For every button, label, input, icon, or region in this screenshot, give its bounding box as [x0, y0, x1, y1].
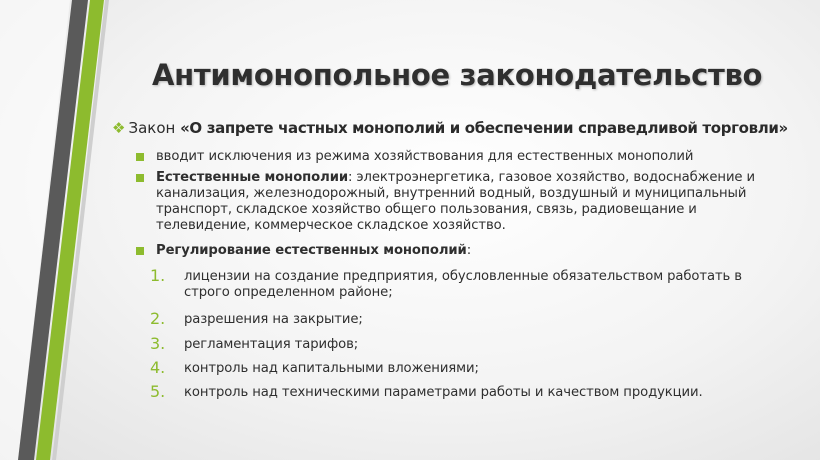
bullet-text-2: Естественные монополии: электроэнергетика, газовое хозяйство, водоснабжение и канализация, железнодорожный, внутренний водный, воздушный и муниципальный транспорт, складское хозяйство общего пользования, связь, радиовещание и телевидение, коммерческое складское хозяйство.: [156, 170, 755, 233]
square-bullet-icon: [136, 247, 144, 255]
law-prefix: Закон: [128, 119, 176, 137]
diamond-bullet-icon: ❖: [112, 119, 126, 137]
list-item-1: лицензии на создание предприятия, обусловленные обязательством работать в строго определенном районе;: [184, 269, 742, 300]
decorative-stripes: [0, 0, 120, 460]
law-line: [112, 119, 788, 137]
law-name: «О запрете частных монополий и обеспечении справедливой торговли»: [180, 119, 788, 137]
list-number: 2.: [150, 309, 166, 328]
square-bullet-icon: [136, 153, 144, 161]
list-item-5: контроль над техническими параметрами работы и качеством продукции.: [184, 385, 703, 400]
list-item-4: контроль над капитальными вложениями;: [184, 361, 479, 376]
list-number: 3.: [150, 334, 166, 353]
list-item-2: разрешения на закрытие;: [184, 312, 363, 327]
square-bullet-icon: [136, 174, 144, 182]
bullet-bold-regulation: Регулирование естественных монополий: [156, 243, 467, 258]
list-item-3: регламентация тарифов;: [184, 337, 359, 352]
bullet-text-1: вводит исключения из режима хозяйствования для естественных монополий: [156, 149, 694, 164]
slide-title: Антимонопольное законодательство: [152, 58, 763, 92]
list-number: 4.: [150, 358, 166, 377]
bullet-text-3: Регулирование естественных монополий:: [156, 243, 472, 258]
bullet-bold-natural-monopolies: Естественные монополии: [156, 170, 348, 185]
list-number: 1.: [150, 266, 166, 285]
list-number: 5.: [150, 382, 166, 401]
